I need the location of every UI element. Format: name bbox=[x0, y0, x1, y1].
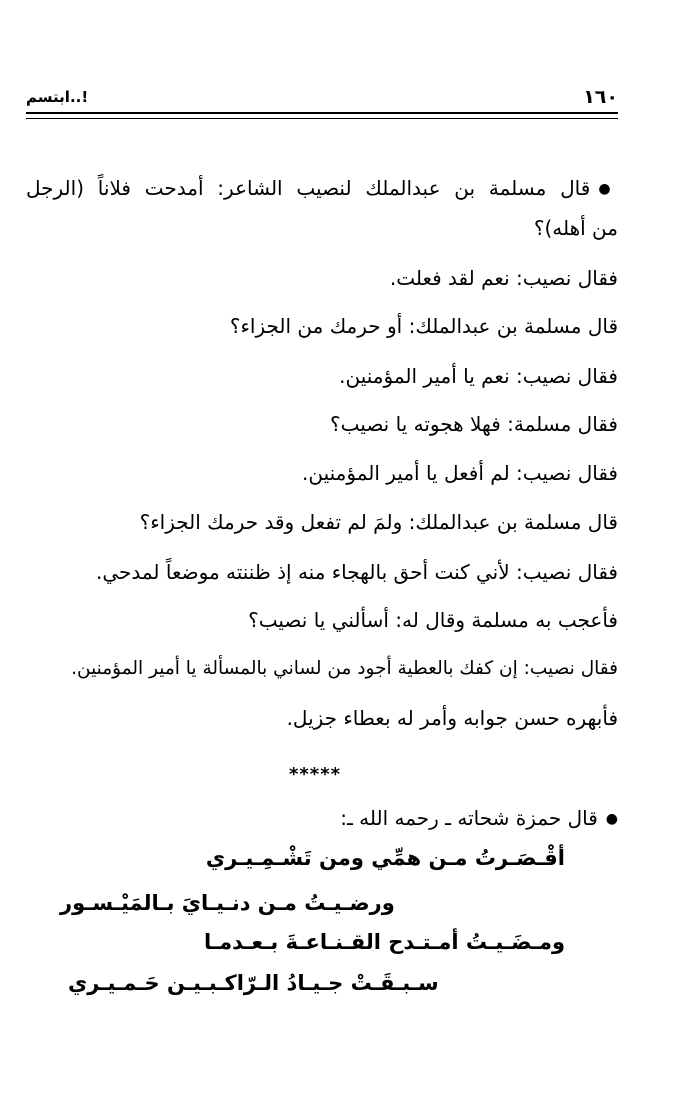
paragraph-2: فقال نصيب: نعم لقد فعلت. bbox=[389, 266, 618, 290]
header-rule-thin bbox=[26, 118, 618, 119]
verse-4: سـبـقَـتْ جـيـادُ الـرّاكـبـيـن حَـمـيـري bbox=[68, 971, 439, 995]
verse-2: ورضـيـتُ مـن دنـيـايَ بـالمَيْـسـور bbox=[60, 891, 395, 915]
page-header bbox=[26, 86, 618, 108]
poem-intro: ● قال حمزة شحاته ـ رحمه الله ـ: bbox=[26, 806, 618, 831]
verse-3: ومـضَـيـتُ أمـتـدح القـنـاعـةَ بـعـدمـا bbox=[204, 930, 565, 954]
paragraph-1: ● قال مسلمة بن عبدالملك لنصيب الشاعر: أمدحت فلاناً (الرجل bbox=[26, 176, 618, 201]
header-rule-thick bbox=[26, 112, 618, 114]
paragraph-7: قال مسلمة بن عبدالملك: ولمَ لم تفعل وقد حرمك الجزاء؟ bbox=[139, 510, 618, 534]
paragraph-8: فقال نصيب: لأني كنت أحق بالهجاء منه إذ ظننته موضعاً لمدحي. bbox=[95, 560, 618, 584]
book-title: ابتسم..! bbox=[26, 88, 89, 106]
paragraph-11: فأبهره حسن جوابه وأمر له بعطاء جزيل. bbox=[286, 706, 618, 730]
paragraph-3: قال مسلمة بن عبدالملك: أو حرمك من الجزاء؟ bbox=[229, 314, 618, 338]
page-number: ١٦٠ bbox=[583, 86, 618, 108]
paragraph-10: فقال نصيب: إن كفك بالعطية أجود من لساني بالمسألة يا أمير المؤمنين. bbox=[71, 658, 618, 679]
verse-1: أقْـصَـرتُ مـن همِّي ومن تَشْـمِـيـري bbox=[205, 846, 565, 870]
paragraph-4: فقال نصيب: نعم يا أمير المؤمنين. bbox=[339, 364, 618, 388]
paragraph-5: فقال مسلمة: فهلا هجوته يا نصيب؟ bbox=[330, 412, 618, 436]
paragraph-6: فقال نصيب: لم أفعل يا أمير المؤمنين. bbox=[302, 461, 618, 485]
paragraph-1-continued: من أهله)؟ bbox=[533, 216, 618, 240]
paragraph-9: فأعجب به مسلمة وقال له: أسألني يا نصيب؟ bbox=[248, 608, 618, 632]
section-separator: ***** bbox=[288, 764, 342, 785]
